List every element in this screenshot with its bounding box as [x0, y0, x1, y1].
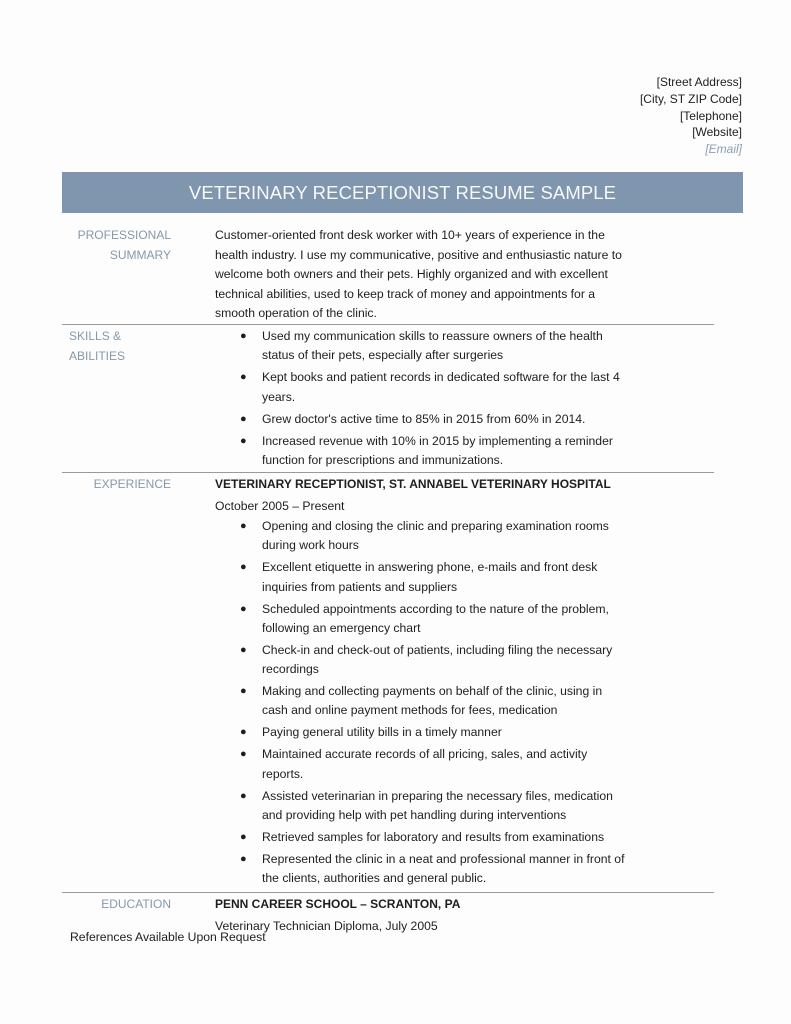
list-item: ● Grew doctor's active time to 85% in 2015 from 60% in 2014. [215, 410, 714, 429]
bullet-icon: ● [240, 371, 247, 384]
job-title: VETERINARY RECEPTIONIST, ST. ANNABEL VETERINARY HOSPITAL [215, 477, 611, 491]
list-item: ● Represented the clinic in a neat and professional manner in front of the clients, authorities and general public. [240, 851, 625, 886]
label-line: SUMMARY [109, 247, 171, 262]
bullet-icon: ● [240, 643, 247, 656]
list-item: ● Increased revenue with 10% in 2015 by implementing a reminder function for prescriptions and immunizations. [240, 433, 613, 467]
bullet-icon: ● [240, 830, 247, 843]
list-item: ● Check-in and check-out of patients, including filing the necessary recordings [240, 642, 613, 677]
diploma: Veterinary Technician Diploma, July 2005 [215, 918, 438, 933]
bullet-icon: ● [240, 685, 247, 698]
list-item: ● Excellent etiquette in answering phone, e-mails and front desk inquiries from patients and suppliers [240, 560, 598, 594]
section-label-education: EDUCATION [101, 897, 171, 911]
city-state-zip: [City, ST ZIP Code] [639, 91, 742, 106]
list-item: ● Paying general utility bills in a timely manner [215, 723, 714, 742]
section-label-summary [62, 226, 171, 265]
telephone: [Telephone] [679, 108, 742, 123]
bullet-icon: ● [240, 561, 247, 574]
list-item: ● Making and collecting payments on behalf of the clinic, using in cash and online payment methods for fees, medication [240, 684, 603, 718]
bullet-icon: ● [240, 789, 247, 802]
bullet-icon: ● [240, 748, 247, 761]
section-skills [62, 327, 714, 467]
section-label-experience: EXPERIENCE [93, 477, 171, 491]
section-education [62, 895, 714, 935]
divider [62, 892, 714, 893]
title-band [62, 172, 743, 213]
contact-block [640, 74, 742, 158]
summary-line: welcome both owners and their pets. Highly organized and with excellent [215, 267, 608, 281]
list-item: ● Assisted veterinarian in preparing the necessary files, medication and providing help with pet handling during interventions [240, 788, 613, 822]
list-item: ● Maintained accurate records of all pricing, sales, and activity reports. [240, 747, 588, 781]
bullet-icon: ● [240, 852, 247, 865]
job-dates: October 2005 – Present [215, 498, 345, 513]
divider [62, 472, 714, 473]
email: [Email] [705, 142, 742, 157]
label-line: PROFESSIONAL [77, 228, 171, 242]
summary-line: health industry. I use my communicative, positive and enthusiastic nature to [215, 247, 622, 262]
section-professional-summary [62, 226, 714, 320]
bullet-icon: ● [240, 726, 247, 739]
bullet-icon: ● [240, 602, 247, 615]
education-body [215, 895, 714, 936]
website: [Website] [692, 125, 742, 140]
experience-list [215, 517, 714, 889]
list-item: ● Kept books and patient records in dedicated software for the last 4 years. [240, 370, 620, 404]
section-label-skills: SKILLS & ABILITIES [69, 329, 126, 363]
list-item: ● Retrieved samples for laboratory and results from examinations [215, 828, 714, 847]
references-note: References Available Upon Request [70, 930, 266, 944]
summary-line: smooth operation of the clinic. [215, 306, 377, 320]
divider [62, 324, 714, 325]
bullet-icon: ● [240, 330, 247, 342]
summary-line: Customer-oriented front desk worker with 10+ years of experience in the [215, 228, 605, 242]
street-address: [Street Address] [656, 75, 742, 89]
school-name: PENN CAREER SCHOOL – SCRANTON, PA [215, 897, 461, 911]
skills-list [215, 327, 714, 470]
list-item: ● Used my communication skills to reassure owners of the health status of their pets, especially after surgeries [240, 329, 603, 363]
list-item: ● Scheduled appointments according to the nature of the problem, following an emergency chart [240, 601, 609, 635]
section-experience [62, 475, 714, 885]
bullet-icon: ● [240, 434, 247, 447]
bullet-icon: ● [240, 412, 247, 425]
page-title: VETERINARY RECEPTIONIST RESUME SAMPLE [188, 181, 617, 203]
experience-body [215, 475, 714, 891]
list-item: ● Opening and closing the clinic and preparing examination rooms during work hours [240, 519, 609, 553]
summary-text [215, 226, 714, 324]
bullet-icon: ● [240, 520, 247, 532]
skills-list-container [215, 327, 714, 473]
summary-line: technical abilities, used to keep track of money and appointments for a [215, 286, 596, 301]
